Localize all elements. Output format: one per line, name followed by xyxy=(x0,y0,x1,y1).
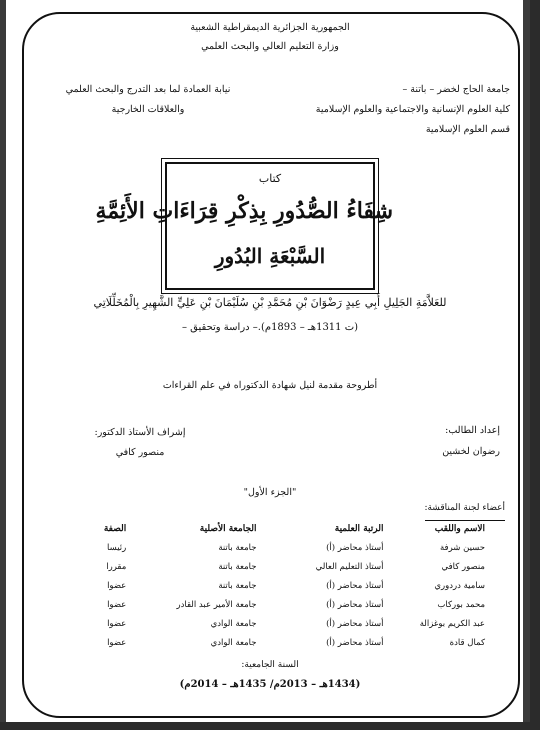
faculty-line: كلية العلوم الإنسانية والاجتماعية والعلوم الإسلامية xyxy=(315,104,510,115)
book-title-line2: السَّبْعَةِ البُدُورِ xyxy=(214,244,326,268)
academic-year-label: السنة الجامعية: xyxy=(241,660,299,670)
book-word: كتاب xyxy=(258,172,282,185)
committee-label: أعضاء لجنة المناقشة: xyxy=(424,503,505,513)
author-line: للعَلاَّمَةِ الجَلِيلِ أَبِي عِيدٍ رَضْوَانَ بْنِ مُحَمَّدِ بْنِ سُلَيْمَانَ بْنِ عَلِيٍّ الشَّهِيرِ بِالْمُخَلِّلَاتِي xyxy=(93,296,447,309)
member-rank: أستاذ محاضر (أ) xyxy=(326,618,384,629)
header-role: الصفة xyxy=(103,524,127,534)
member-role: مقررا xyxy=(106,561,127,572)
member-role: عضوا xyxy=(107,618,127,629)
thesis-line: أطروحة مقدمة لنيل شهادة الدكتوراه في علم القراءات xyxy=(162,380,378,391)
header-university: الجامعة الأصلية xyxy=(199,524,257,534)
title-box xyxy=(95,162,393,290)
header-rank: الرتبة العلمية xyxy=(334,524,384,534)
member-name: محمد بوركاب xyxy=(437,599,485,610)
table-row xyxy=(60,595,485,614)
table-row xyxy=(60,633,485,652)
member-university: جامعة الأمير عبد القادر xyxy=(176,599,257,610)
member-university: جامعة باتنة xyxy=(218,542,257,553)
vice-deanship-line: نيابة العمادة لما بعد التدرج والبحث العلمي xyxy=(65,84,231,95)
student-name: رضوان لخشين xyxy=(442,446,500,457)
member-role: عضوا xyxy=(107,637,127,648)
member-name: سامية دردوري xyxy=(434,580,485,591)
student-label: إعداد الطالب: xyxy=(445,425,500,436)
table-header-row xyxy=(60,524,485,538)
supervisor-name: منصور كافي xyxy=(115,447,165,458)
member-name: حسين شرفة xyxy=(439,542,485,553)
committee-underline xyxy=(425,520,505,521)
university-line: جامعة الحاج لخضر – باتنة – xyxy=(402,84,510,95)
member-name: عبد الكريم بوغزالة xyxy=(419,618,485,629)
external-relations-line: والعلاقات الخارجية xyxy=(111,104,185,115)
member-rank: أستاذ محاضر (أ) xyxy=(326,637,384,648)
supervisor-label: إشراف الأستاذ الدكتور: xyxy=(94,427,186,438)
part-label: "الجزء الأول" xyxy=(243,487,297,498)
member-university: جامعة الوادي xyxy=(210,618,257,629)
table-row xyxy=(60,614,485,633)
member-university: جامعة الوادي xyxy=(210,637,257,648)
ministry-line: وزارة التعليم العالي والبحث العلمي xyxy=(201,41,339,52)
table-row xyxy=(60,557,485,576)
header-name: الاسم واللقب xyxy=(434,524,485,534)
department-line: قسم العلوم الإسلامية xyxy=(425,124,510,135)
committee-table xyxy=(60,524,485,652)
member-name: منصور كافي xyxy=(441,561,485,572)
member-university: جامعة باتنة xyxy=(218,580,257,591)
member-name: كمال قادة xyxy=(449,637,485,648)
death-date-line: (ت 1311هـ – 1893م).– دراسة وتحقيق – xyxy=(181,322,359,333)
scan-bottom-edge xyxy=(0,722,540,730)
member-rank: أستاذ محاضر (أ) xyxy=(326,599,384,610)
member-rank: أستاذ محاضر (أ) xyxy=(326,580,384,591)
member-role: رئيسا xyxy=(107,542,127,553)
academic-year-value: (1434هـ – 2013م/ 1435هـ – 2014م) xyxy=(179,679,361,690)
member-rank: أستاذ التعليم العالي xyxy=(315,561,384,572)
member-role: عضوا xyxy=(107,580,127,591)
scan-right-edge xyxy=(530,0,540,730)
table-row xyxy=(60,538,485,557)
member-rank: أستاذ محاضر (أ) xyxy=(326,542,384,553)
book-title-line1: شِفَاءُ الصُّدُورِ بِذِكْرِ قِرَاءَاتِ الأَئِمَّةِ xyxy=(95,198,393,224)
republic-line: الجمهورية الجزائرية الديمقراطية الشعبية xyxy=(190,22,350,33)
member-university: جامعة باتنة xyxy=(218,561,257,572)
member-role: عضوا xyxy=(107,599,127,610)
table-row xyxy=(60,576,485,595)
